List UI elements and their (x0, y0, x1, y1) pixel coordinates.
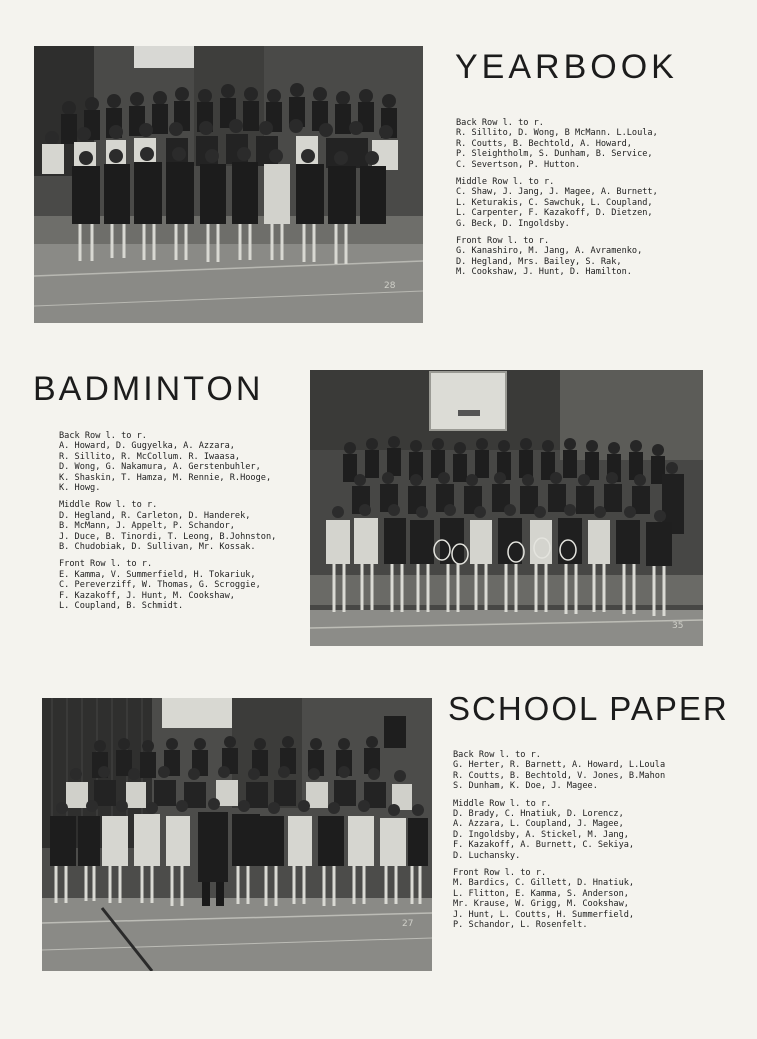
names-line: C. Pereverziff, W. Thomas, G. Scroggie, (59, 580, 261, 591)
yearbook-photo-number: 28 (384, 281, 396, 291)
school-paper-group-photo (42, 698, 432, 971)
row-heading: Back Row l. to r. (456, 118, 544, 128)
badminton-photo-image (310, 370, 703, 646)
badminton-title: BADMINTON (33, 370, 264, 408)
badminton-photo-number: 35 (672, 621, 684, 631)
names-line: Mr. Krause, W. Grigg, M. Cookshaw, (453, 899, 629, 910)
names-line: J. Hunt, L. Coutts, H. Summerfield, (453, 909, 635, 920)
row-heading: Middle Row l. to r. (453, 798, 552, 809)
school-paper-middle-row (453, 799, 748, 861)
row-heading: Back Row l. to r. (453, 750, 541, 760)
badminton-front-row (59, 559, 309, 611)
names-line: P. Sleightholm, S. Dunham, B. Service, (456, 149, 653, 160)
names-line: C. Shaw, J. Jang, J. Magee, A. Burnett, (456, 187, 658, 198)
names-line: K. Howg. (59, 483, 101, 494)
school-paper-photo-image (42, 698, 432, 971)
names-line: D. Hegland, Mrs. Bailey, S. Rak, (456, 256, 622, 267)
row-heading: Front Row l. to r. (453, 868, 547, 879)
names-line: R. Coutts, B. Bechtold, V. Jones, B.Mahon (453, 770, 666, 781)
names-line: F. Kazakoff, J. Hunt, M. Cookshaw, (59, 590, 235, 601)
names-line: L. Carpenter, F. Kazakoff, D. Dietzen, (456, 208, 653, 219)
row-heading: Front Row l. to r. (59, 559, 153, 570)
badminton-middle-row (59, 500, 309, 552)
names-line: J. Duce, B. Tinordi, T. Leong, B.Johnston, (59, 531, 277, 542)
names-line: E. Kamma, V. Summerfield, H. Tokariuk, (59, 569, 256, 580)
names-line: R. Coutts, B. Bechtold, A. Howard, (456, 138, 632, 149)
names-line: C. Severtson, P. Hutton. (456, 159, 581, 170)
names-line: P. Schandor, L. Rosenfelt. (453, 920, 588, 931)
school-paper-photo-number: 27 (402, 919, 414, 929)
names-line: L. Flitton, E. Kamma, S. Anderson, (453, 888, 629, 899)
school-paper-title: SCHOOL PAPER (448, 690, 729, 727)
names-line: R. Sillito, D. Wong, B McMann. L.Loula, (456, 128, 658, 139)
yearbook-caption (456, 118, 746, 285)
names-line: D. Ingoldsby, A. Stickel, M. Jang, (453, 829, 629, 840)
names-line: R. Sillito, R. McCollum. R. Iwaasa, (59, 451, 241, 462)
names-line: B. McMann, J. Appelt, P. Schandor, (59, 521, 235, 532)
names-line: G. Herter, R. Barnett, A. Howard, L.Loula (453, 760, 666, 771)
names-line: D. Brady, C. Hnatiuk, D. Lorencz, (453, 809, 624, 820)
yearbook-photo-image (34, 46, 423, 323)
row-heading: Back Row l. to r. (59, 431, 147, 441)
names-line: A. Azzara, L. Coupland, J. Magee, (453, 819, 624, 830)
names-line: A. Howard, D. Gugyelka, A. Azzara, (59, 441, 235, 452)
names-line: F. Kazakoff, A. Burnett, C. Sekiya, (453, 840, 635, 851)
names-line: L. Keturakis, C. Sawchuk, L. Coupland, (456, 197, 653, 208)
names-line: S. Dunham, K. Doe, J. Magee. (453, 781, 598, 792)
row-heading: Front Row l. to r. (456, 236, 550, 247)
row-heading: Middle Row l. to r. (59, 500, 158, 511)
badminton-group-photo (310, 370, 703, 646)
names-line: B. Chudobiak, D. Sullivan, Mr. Kossak. (59, 542, 256, 553)
yearbook-back-row (456, 118, 746, 170)
yearbook-group-photo (34, 46, 423, 323)
names-line: M. Bardics, C. Gillett, D. Hnatiuk, (453, 878, 635, 889)
yearbook-front-row (456, 236, 746, 278)
school-paper-back-row (453, 750, 748, 792)
yearbook-title: YEARBOOK (455, 48, 678, 86)
badminton-back-row (59, 431, 309, 493)
names-line: L. Coupland, B. Schmidt. (59, 601, 184, 612)
names-line: M. Cookshaw, J. Hunt, D. Hamilton. (456, 267, 632, 278)
names-line: D. Luchansky. (453, 850, 521, 861)
names-line: K. Shaskin, T. Hamza, M. Rennie, R.Hooge, (59, 472, 272, 483)
school-paper-front-row (453, 868, 748, 930)
badminton-caption (59, 431, 309, 619)
names-line: D. Hegland, R. Carleton, D. Handerek, (59, 510, 251, 521)
school-paper-caption (453, 750, 748, 938)
yearbook-middle-row (456, 177, 746, 229)
names-line: D. Wong, G. Nakamura, A. Gerstenbuhler, (59, 462, 261, 473)
names-line: G. Beck, D. Ingoldsby. (456, 218, 570, 229)
row-heading: Middle Row l. to r. (456, 177, 555, 188)
names-line: G. Kanashiro, M. Jang, A. Avramenko, (456, 246, 643, 257)
